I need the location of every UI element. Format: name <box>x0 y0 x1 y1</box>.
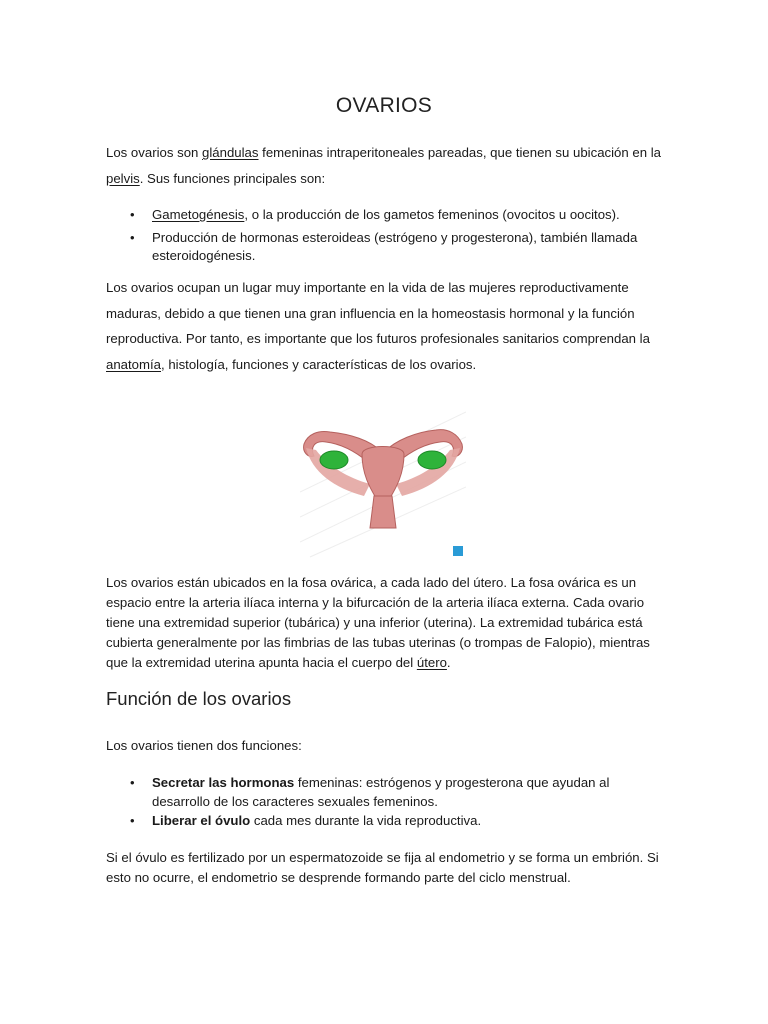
functions-intro-paragraph: Los ovarios tienen dos funciones: <box>106 738 302 753</box>
importance-paragraph <box>106 275 666 377</box>
uterus-ovaries-figure <box>300 392 466 560</box>
bullet-icon: • <box>130 207 135 222</box>
uterus-body <box>362 447 404 499</box>
section-heading: Función de los ovarios <box>106 688 292 709</box>
list-item-bold: Secretar las hormonas <box>152 775 295 790</box>
link-anatomia[interactable]: anatomía <box>106 356 161 372</box>
functions-list <box>106 205 666 265</box>
uterus-ovaries-illustration <box>300 392 466 560</box>
intro-text-2: femeninas intraperitoneales pareadas, que tienen su ubicación en la <box>258 145 661 160</box>
bullet-icon: • <box>130 230 135 245</box>
para2-text-1: Los ovarios ocupan un lugar muy importante en la vida de las mujeres reproductivamente maduras, debido a que tienen una gran influencia en la homeostasis hormonal y la función reproductiva. Por tanto, es importante que los futuros profesionales sanitarios comprendan la <box>106 280 650 346</box>
left-ovary <box>320 451 348 469</box>
para3-text-2: . <box>446 655 451 670</box>
link-pelvis[interactable]: pelvis <box>106 170 140 186</box>
bullet-icon: • <box>130 775 135 790</box>
intro-paragraph <box>106 140 666 191</box>
list-item-text: , o la producción de los gametos femeninos (ovocitos u oocitos). <box>244 207 620 222</box>
intro-text-1: Los ovarios son <box>106 145 203 160</box>
list-item-text: femeninas: estrógenos y progesterona que ayudan al desarrollo de los caracteres sexuales femeninos. <box>152 775 610 809</box>
page-title: OVARIOS <box>335 94 433 117</box>
roles-list <box>106 773 666 830</box>
list-item-text: cada mes durante la vida reproductiva. <box>250 813 482 828</box>
list-item <box>106 229 666 265</box>
cervix <box>370 496 396 528</box>
para2-text-2: , histología, funciones y características de los ovarios. <box>161 356 477 372</box>
bullet-icon: • <box>130 813 135 828</box>
fertilization-paragraph: Si el óvulo es fertilizado por un espermatozoide se fija al endometrio y se forma un embrión. Si esto no ocurre, el endometrio se desprende formando parte del ciclo menstrual. <box>106 850 659 885</box>
intro-text-3: . Sus funciones principales son: <box>139 170 326 186</box>
location-paragraph <box>106 573 666 673</box>
watermark-badge-icon <box>453 546 463 556</box>
list-item <box>106 205 666 225</box>
para3-text-1: Los ovarios están ubicados en la fosa ovárica, a cada lado del útero. La fosa ovárica es un espacio entre la arteria ilíaca interna y la bifurcación de la arteria ilíaca externa. Cada ovario tiene una extremidad superior (tubárica) y una inferior (uterina). La extremidad tubárica está cubierta generalmente por las fimbrias de las tubas uterinas (o trompas de Falopio), mientras que la extremidad uterina apunta hacia el cuerpo del <box>106 575 650 670</box>
link-utero[interactable]: útero <box>416 655 447 670</box>
link-gametogenesis[interactable]: Gametogénesis <box>152 207 245 222</box>
list-item-text: Producción de hormonas esteroideas (estrógeno y progesterona), también llamada esteroidogénesis. <box>152 230 638 263</box>
list-item <box>106 811 666 830</box>
list-item-bold: Liberar el óvulo <box>152 813 251 828</box>
right-ovary <box>418 451 446 469</box>
list-item <box>106 773 666 811</box>
link-glandulas[interactable]: glándulas <box>202 145 259 160</box>
